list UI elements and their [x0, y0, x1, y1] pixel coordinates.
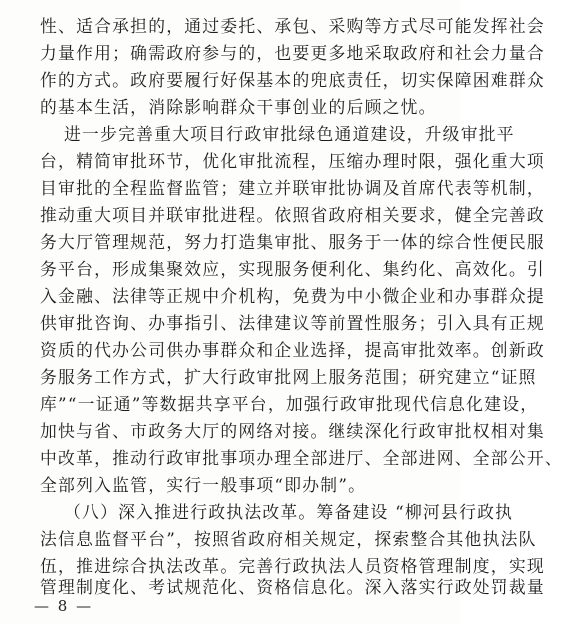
text-line: 台，精简审批环节，优化审批流程，压缩办理时限，强化重大项: [40, 151, 545, 171]
section-heading-line: （八）深入推进行政执法改革。筹备建设 “柳河县行政执: [64, 502, 514, 522]
text-line: 力量作用；确需政府参与的，也要更多地采取政府和社会力量合: [40, 43, 545, 63]
text-line: 管理制度化、考试规范化、资格信息化。深入落实行政处罚裁量: [40, 577, 545, 597]
text-line: 库”“一证通”等数据共享平台，加强行政审批现代信息化建设，: [40, 394, 539, 414]
text-line: 全部列入监管，实行一般事项“即办制”。: [40, 475, 367, 495]
text-line: 务大厅管理规范，努力打造集审批、服务于一体的综合性便民服: [40, 232, 545, 252]
text-line: 的基本生活，消除影响群众干事创业的后顾之忧。: [40, 97, 437, 117]
text-line: 务平台，形成集聚效应，实现服务便利化、集约化、高效化。引: [40, 259, 545, 279]
text-line: 加快与省、市政务大厅的网络对接。继续深化行政审批权相对集: [40, 421, 545, 441]
text-line: 伍，推进综合执法改革。完善行政执法人员资格管理制度，实现: [40, 556, 545, 576]
text-line: 务服务工作方式，扩大行政审批网上服务范围；研究建立“证照: [40, 367, 537, 387]
text-line: 供审批咨询、办事指引、法律建议等前置性服务；引入具有正规: [40, 313, 545, 333]
paragraph-start-line: 进一步完善重大项目行政审批绿色通道建设，升级审批平: [64, 124, 515, 144]
text-line: 资质的代办公司供办事群众和企业选择，提高审批效率。创新政: [40, 340, 545, 360]
text-line: 推动重大项目并联审批进程。依照省政府相关要求，健全完善政: [40, 205, 545, 225]
text-line: 性、适合承担的，通过委托、承包、采购等方式尽可能发挥社会: [40, 16, 545, 36]
text-line: 目审批的全程监督监管；建立并联审批协调及首席代表等机制，: [40, 178, 545, 198]
text-line: 法信息监督平台”，按照省政府相关规定，探索整合其他执法队: [40, 529, 537, 549]
text-line: 入金融、法律等正规中介机构，免费为中小微企业和办事群众提: [40, 286, 545, 306]
page-number: — 8 —: [34, 597, 94, 615]
text-line: 作的方式。政府要履行好保基本的兜底责任，切实保障困难群众: [40, 70, 545, 90]
text-line: 中改革，推动行政审批事项办理全部进厅、全部进网、全部公开、: [40, 448, 563, 468]
